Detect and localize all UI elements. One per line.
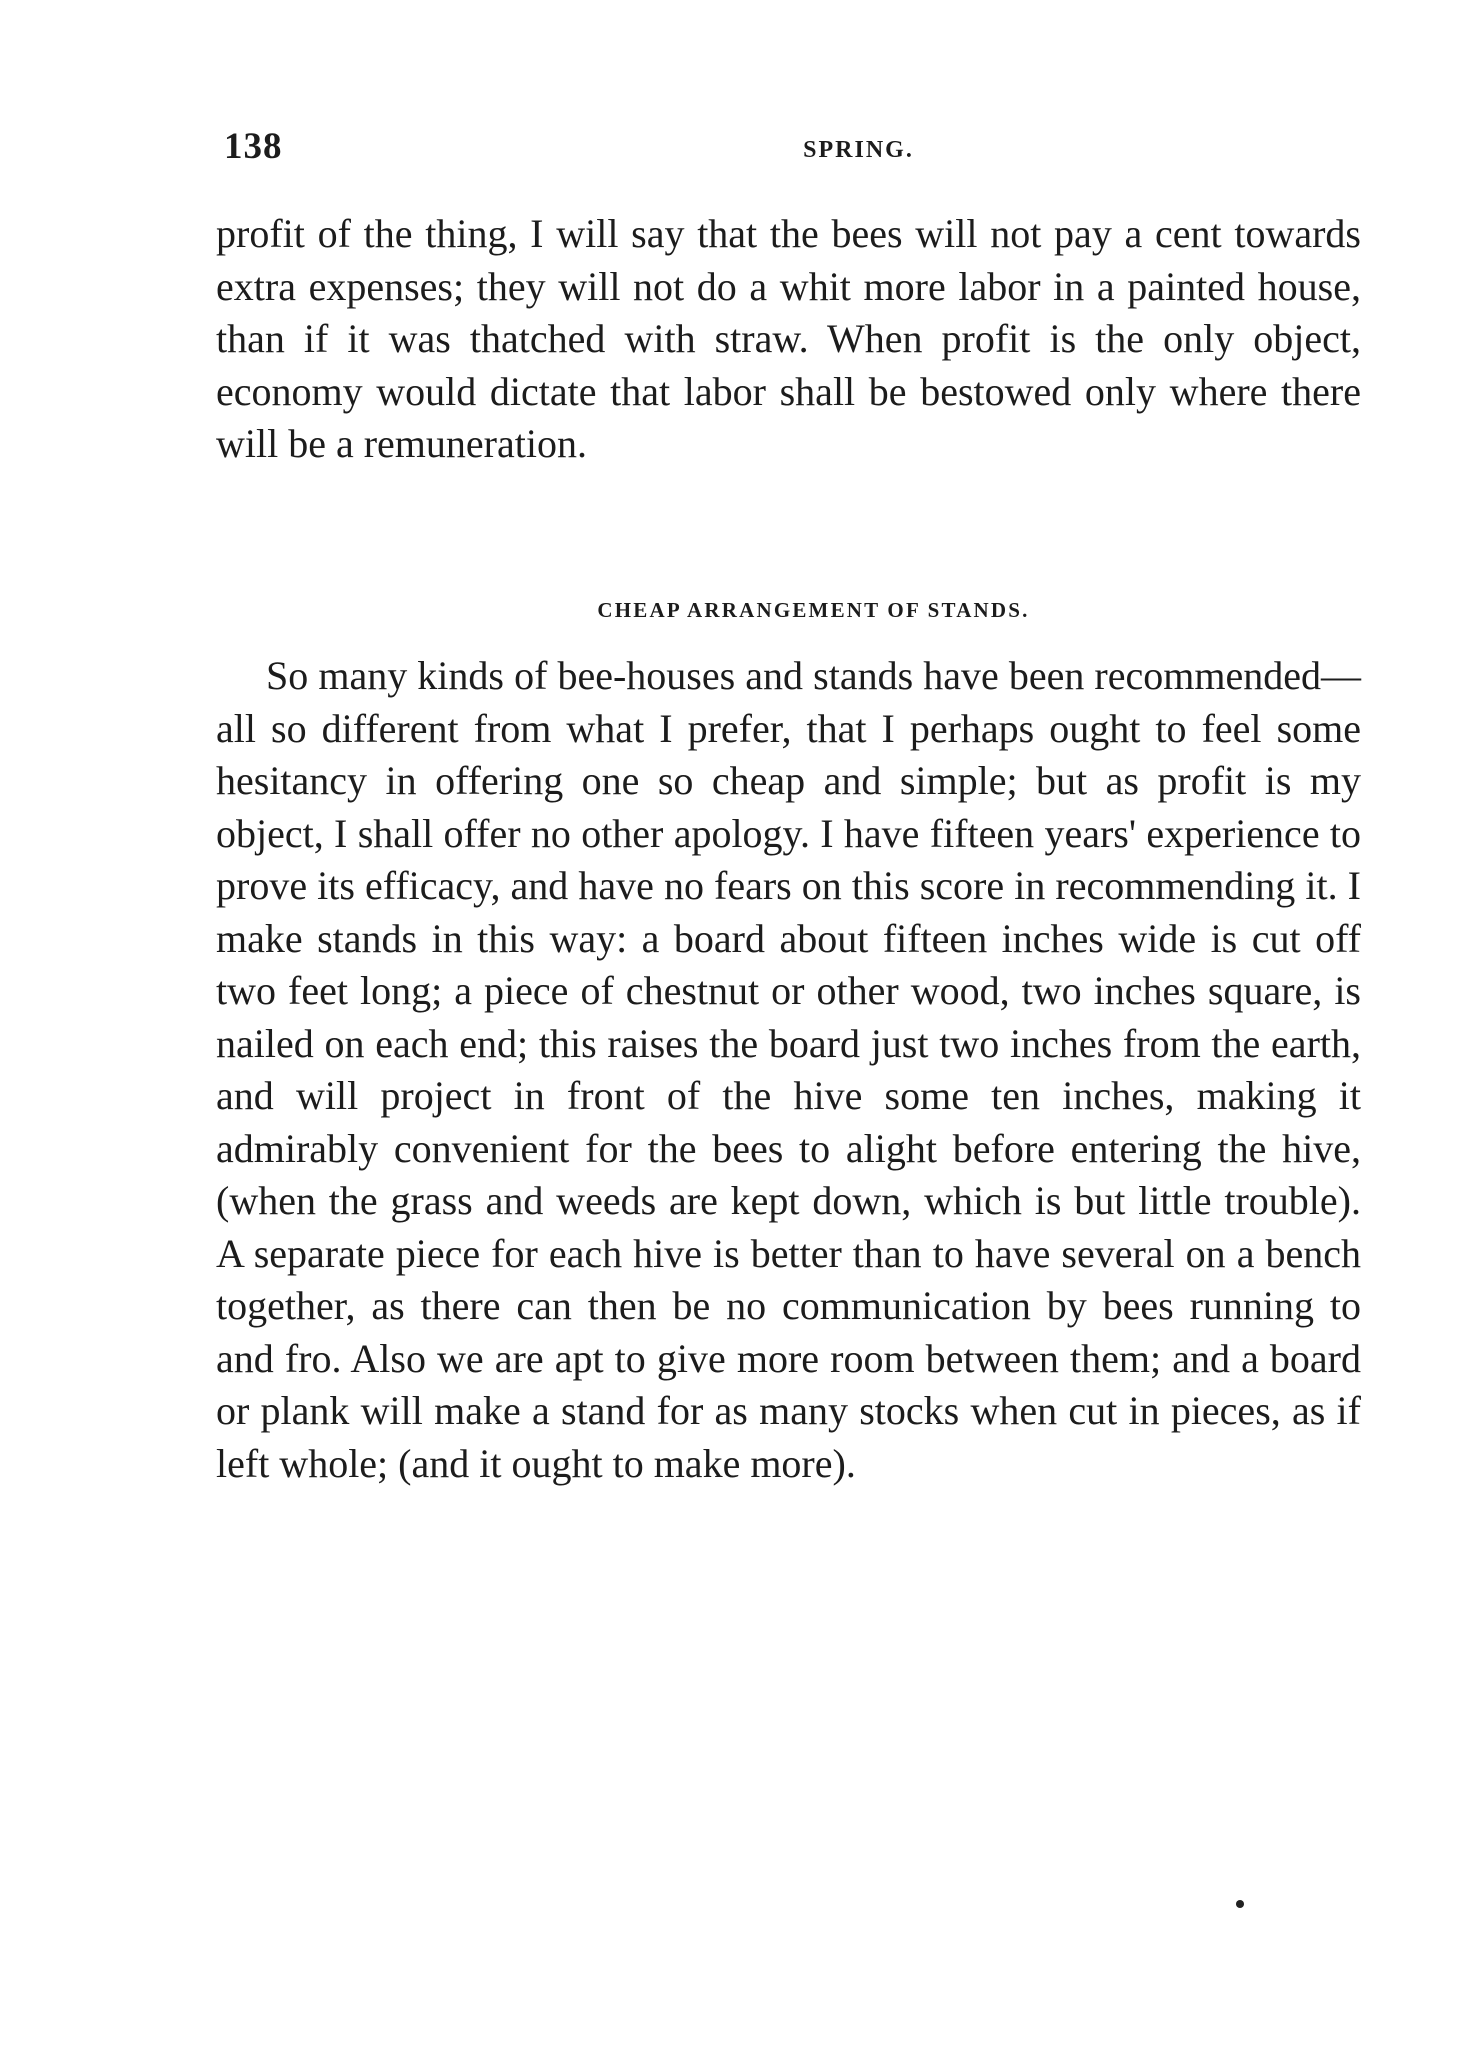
ink-speck <box>1236 1900 1244 1908</box>
page-number: 138 <box>224 126 283 167</box>
section-heading: CHEAP ARRANGEMENT OF STANDS. <box>597 598 1030 622</box>
page-header <box>216 125 1361 175</box>
paragraph-1: profit of the thing, I will say that the bees will not pay a cent towards extra expenses; they will not do a whit more labor in a painted house, than if it was thatched with straw. When profit is the only object, economy would dictate that labor shall be bestowed only where there will be a remuneration. <box>216 211 1361 466</box>
paragraph-2: So many kinds of bee-houses and stands have been recommended—all so different from what I prefer, that I perhaps ought to feel some hesitancy in offering one so cheap and simple; but as profit is my object, I shall offer no other apology. I have fifteen years' experience to prove its efficacy, and have no fears on this score in recommending it. I make stands in this way: a board about fifteen inches wide is cut off two feet long; a piece of chestnut or other wood, two inches square, is nailed on each end; this raises the board just two inches from the earth, and will project in front of the hive some ten inches, making it admirably convenient for the bees to alight before entering the hive, (when the grass and weeds are kept down, which is but little trouble). A separate piece for each hive is better than to have several on a bench together, as there can then be no communication by bees running to and fro. Also we are apt to give more room between them; and a board or plank will make a stand for as many stocks when cut in pieces, as if left whole; (and it ought to make more). <box>216 653 1361 1486</box>
running-head: SPRING. <box>803 137 914 163</box>
